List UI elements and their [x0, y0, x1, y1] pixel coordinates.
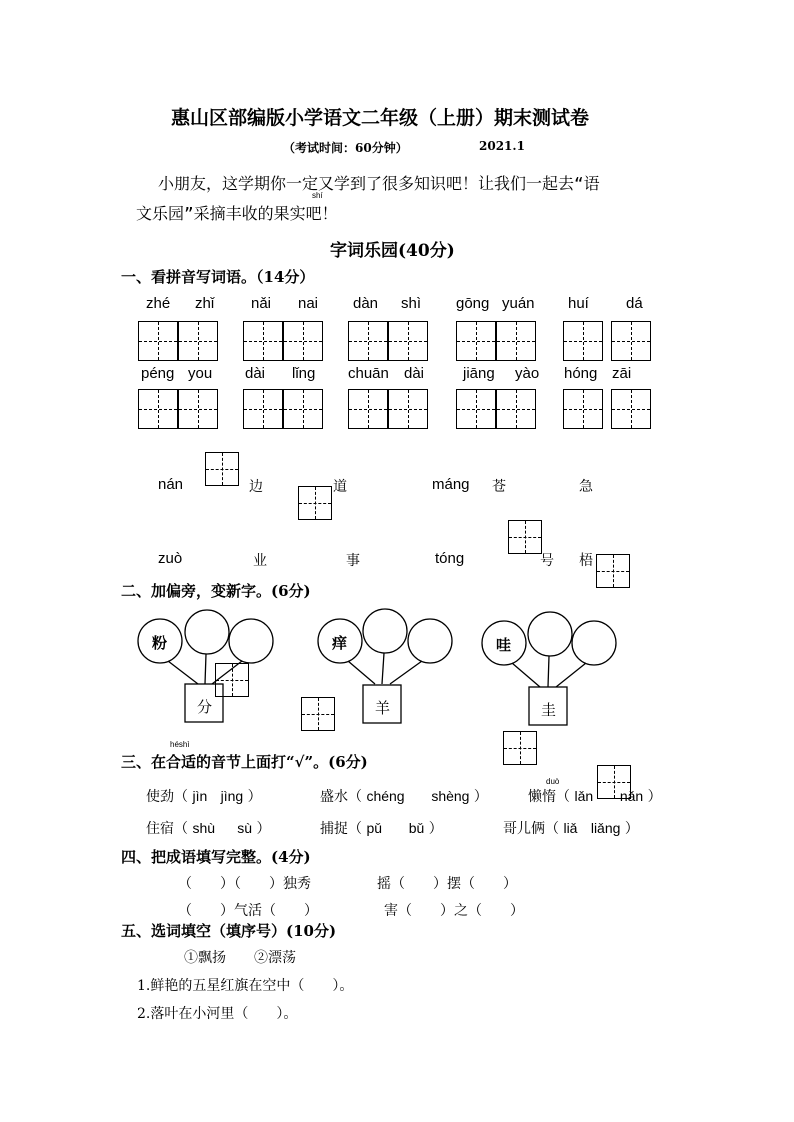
- syllable-option[interactable]: sù: [237, 820, 253, 836]
- writing-box[interactable]: [611, 321, 651, 361]
- grid-pair: [456, 321, 536, 361]
- q1-py: you: [188, 365, 213, 382]
- intro-line-2: 文乐园”采摘丰收的果实吧！: [136, 204, 338, 223]
- syllable-option[interactable]: chéng: [366, 788, 405, 804]
- syllable-option[interactable]: jìng: [220, 788, 244, 804]
- grid-pair: [138, 321, 218, 361]
- q1-py: hóng: [564, 365, 598, 382]
- fill-char: 梧: [579, 553, 593, 569]
- q1-py: nai: [298, 295, 319, 312]
- syllable-option[interactable]: liǎ: [563, 820, 578, 836]
- writing-box[interactable]: [456, 321, 496, 361]
- circle-char: 粉: [152, 634, 168, 652]
- writing-box[interactable]: [611, 389, 651, 429]
- exam-time: （考试时间：60分钟）: [283, 141, 408, 155]
- q3-item: 使劲（ jìn jìng ）: [146, 788, 262, 805]
- grid-pair: [563, 389, 651, 429]
- fill-char: 业: [253, 553, 267, 569]
- q1-py: shì: [401, 295, 422, 312]
- answer-circle: [572, 621, 616, 665]
- q3-item: 住宿（ shù sù ）: [146, 820, 271, 837]
- q5-sentence[interactable]: 1.鲜艳的五星红旗在空中（ ）。: [137, 978, 354, 994]
- fill-py: máng: [432, 476, 470, 493]
- circle-char: 哇: [496, 636, 512, 654]
- q1-py: chuān: [348, 365, 389, 382]
- writing-box[interactable]: [563, 321, 603, 361]
- q1-py: dàn: [353, 295, 379, 312]
- q3-item: 哥儿俩（ liǎ liǎng ）: [503, 820, 639, 837]
- q1-py: yào: [515, 365, 540, 382]
- idiom-blank[interactable]: （ ）（ ）独秀: [178, 876, 311, 892]
- syllable-option[interactable]: jìn: [192, 788, 208, 804]
- q1-py: jiāng: [463, 365, 495, 382]
- q2-title: 二、加偏旁，变新字。(6分): [121, 582, 311, 600]
- writing-box[interactable]: [138, 321, 178, 361]
- q1-py: zhé: [146, 295, 171, 312]
- q1-title: 一、看拼音写词语。（14分）: [121, 268, 315, 286]
- circle-char: 痒: [332, 634, 348, 652]
- grid-pair: [348, 321, 428, 361]
- q3-word: 捕捉: [320, 821, 348, 837]
- answer-circle: [408, 619, 452, 663]
- idiom-blank[interactable]: （ ）气活（ ）: [178, 903, 318, 919]
- syllable-option[interactable]: pǔ: [366, 820, 383, 836]
- q3-word: 盛水: [320, 789, 348, 805]
- ruby-heshi: héshì: [170, 740, 190, 749]
- intro-line-1: 小朋友，这学期你一定又学到了很多知识吧！让我们一起去“语: [158, 174, 600, 193]
- writing-box[interactable]: [243, 389, 283, 429]
- q3-item: 捕捉（ pǔ bǔ ）: [320, 820, 443, 837]
- idiom-blank[interactable]: 摇（ ）摆（ ）: [377, 876, 517, 892]
- q5-title: 五、选词填空（填序号）(10分): [121, 922, 337, 940]
- q1-py: dá: [626, 295, 643, 312]
- fill-py: zuò: [158, 550, 183, 567]
- writing-box[interactable]: [388, 389, 428, 429]
- q1-py: péng: [141, 365, 175, 382]
- q1-py: yuán: [502, 295, 535, 312]
- radical-diagram: [130, 605, 690, 730]
- q5-options: ①飘扬 ②漂荡: [184, 950, 296, 966]
- q1-py: lǐng: [292, 365, 316, 382]
- q4-title: 四、把成语填写完整。(4分): [121, 848, 311, 866]
- writing-box[interactable]: [283, 321, 323, 361]
- syllable-option[interactable]: liǎng: [590, 820, 621, 836]
- fill-char: 急: [579, 479, 593, 495]
- grid-pair: [243, 321, 323, 361]
- idiom-blank[interactable]: 害（ ）之（ ）: [384, 903, 524, 919]
- q1-py: dài: [404, 365, 425, 382]
- section-heading: 字词乐园(40分): [330, 241, 455, 261]
- writing-box[interactable]: [496, 321, 536, 361]
- page-title: 惠山区部编版小学语文二年级（上册）期末测试卷: [171, 107, 590, 129]
- q3-word: 懒惰: [528, 789, 556, 805]
- fill-box[interactable]: [298, 486, 332, 520]
- writing-box[interactable]: [283, 389, 323, 429]
- writing-box[interactable]: [388, 321, 428, 361]
- exam-date: 2021.1: [479, 139, 525, 153]
- fill-py: nán: [158, 476, 184, 493]
- ruby-duo: duò: [546, 777, 560, 786]
- writing-box[interactable]: [178, 321, 218, 361]
- fill-char: 号: [540, 553, 554, 569]
- writing-box[interactable]: [496, 389, 536, 429]
- grid-pair: [138, 389, 218, 429]
- q1-py: dài: [245, 365, 266, 382]
- q1-py: huí: [568, 295, 589, 312]
- grid-pair: [348, 389, 428, 429]
- syllable-option[interactable]: nǎn: [619, 788, 644, 804]
- q5-sentence[interactable]: 2.落叶在小河里（ ）。: [137, 1006, 298, 1022]
- ruby-shi: shí: [312, 191, 323, 200]
- grid-pair: [563, 321, 651, 361]
- q3-word: 住宿: [146, 821, 174, 837]
- fill-box[interactable]: [596, 554, 630, 588]
- base-char: 圭: [541, 701, 557, 719]
- writing-box[interactable]: [138, 389, 178, 429]
- q3-item: 盛水（ chéng shèng ）: [320, 788, 488, 805]
- writing-box[interactable]: [456, 389, 496, 429]
- syllable-option[interactable]: shèng: [431, 788, 470, 804]
- fill-py: tóng: [435, 550, 465, 567]
- base-char: 分: [197, 698, 213, 716]
- syllable-option[interactable]: bǔ: [408, 820, 425, 836]
- q3-title: 三、在合适的音节上面打“√”。(6分): [121, 753, 368, 771]
- grid-pair: [456, 389, 536, 429]
- answer-circle: [528, 612, 572, 656]
- answer-circle: [229, 619, 273, 663]
- syllable-option[interactable]: shù: [192, 820, 216, 836]
- writing-box[interactable]: [348, 321, 388, 361]
- q1-py: zāi: [612, 365, 632, 382]
- answer-circle: [185, 610, 229, 654]
- fill-box[interactable]: [503, 731, 537, 765]
- fill-box[interactable]: [508, 520, 542, 554]
- answer-circle: [363, 609, 407, 653]
- writing-box[interactable]: [243, 321, 283, 361]
- writing-box[interactable]: [178, 389, 218, 429]
- fill-char: 事: [346, 553, 360, 569]
- fill-box[interactable]: [205, 452, 239, 486]
- fill-char: 道: [333, 479, 347, 495]
- q3-word: 使劲: [146, 789, 174, 805]
- q3-word: 哥儿俩: [503, 821, 545, 837]
- fill-char: 苍: [492, 479, 506, 495]
- writing-box[interactable]: [348, 389, 388, 429]
- grid-pair: [243, 389, 323, 429]
- q3-item: 懒惰（ lǎn nǎn ）: [528, 788, 662, 805]
- q1-py: gōng: [456, 295, 490, 312]
- q1-py: zhǐ: [195, 295, 215, 312]
- fill-char: 边: [249, 479, 263, 495]
- base-char: 羊: [375, 699, 391, 717]
- writing-box[interactable]: [563, 389, 603, 429]
- syllable-option[interactable]: lǎn: [574, 788, 594, 804]
- q1-py: nǎi: [251, 295, 272, 312]
